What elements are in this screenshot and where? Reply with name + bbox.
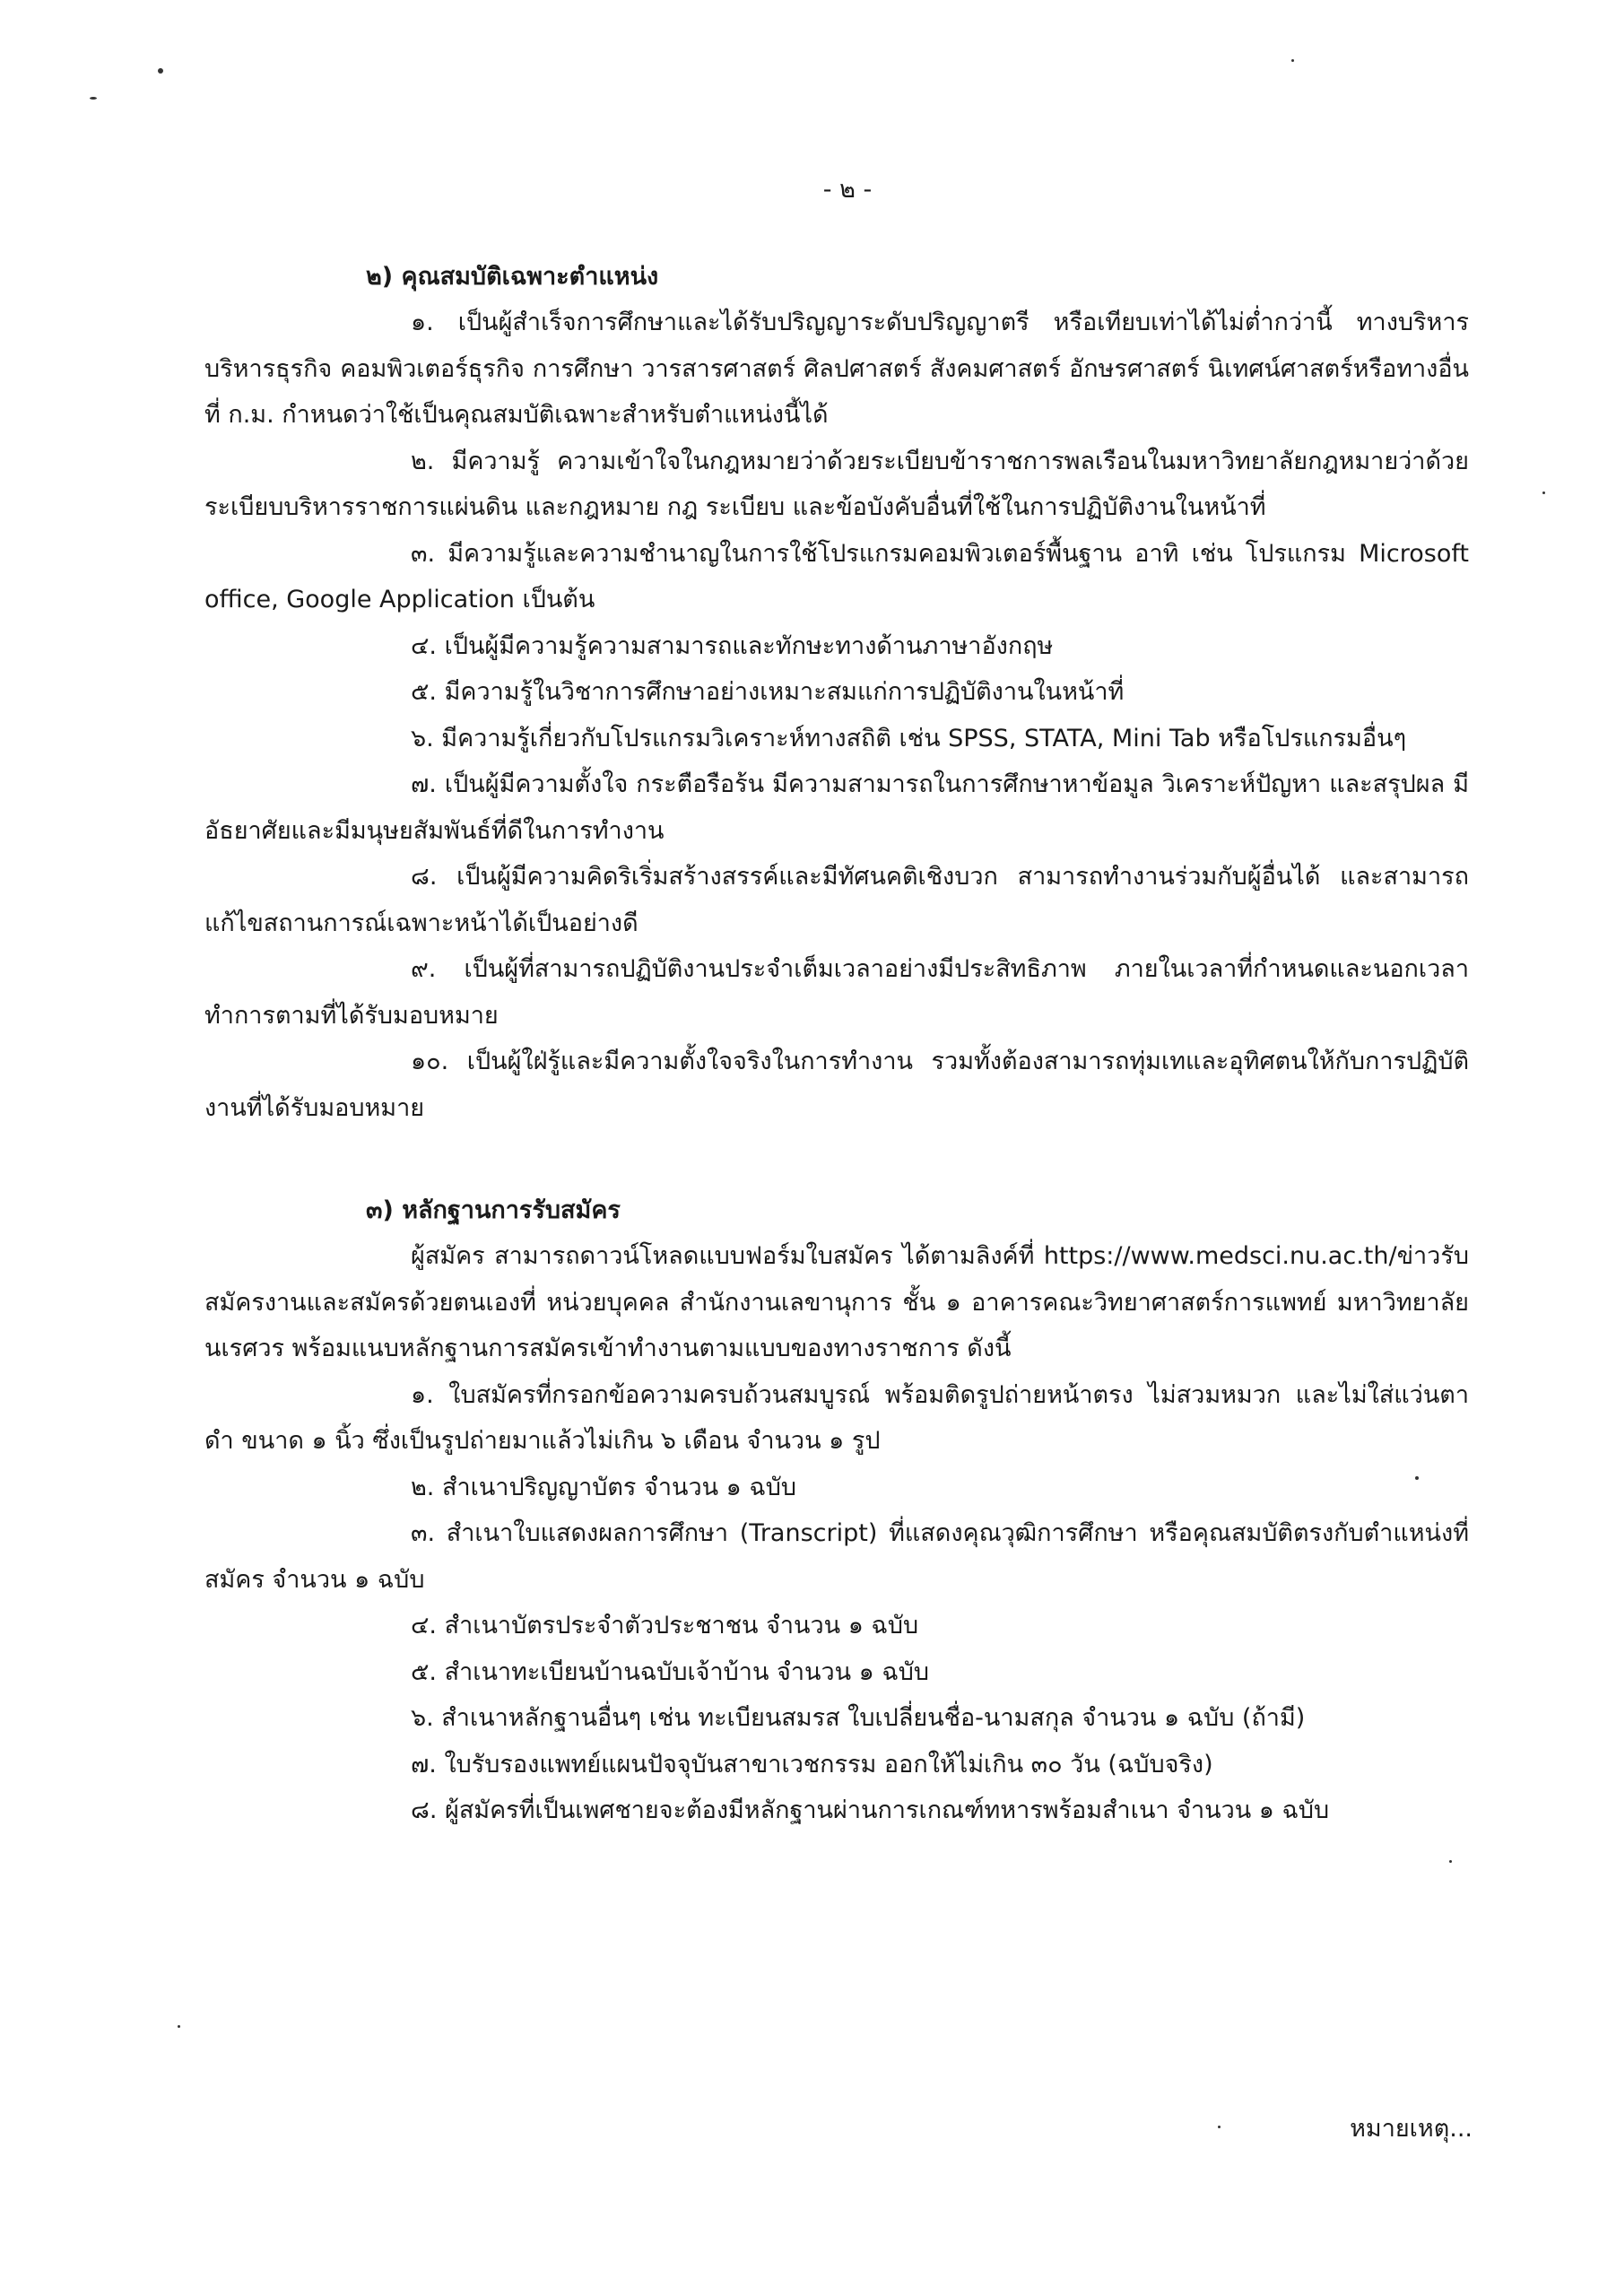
qualification-item-2: ๒. มีความรู้ ความเข้าใจในกฎหมายว่าด้วยระเบียบข้าราชการพลเรือนในมหาวิทยาลัยกฎหมายว่าด้วยระเบียบบริหารราชการแผ่นดิน และกฎหมาย กฎ ระเบียบ และข้อบังคับอื่นที่ใช้ในการปฏิบัติงานในหน้าที่ <box>204 447 1469 521</box>
page-number: - ๒ - <box>822 176 873 204</box>
section-heading-application-documents: ๓) หลักฐานการรับสมัคร <box>366 1196 621 1224</box>
document-body <box>204 255 1469 1834</box>
scan-speck <box>90 97 97 100</box>
application-intro: ผู้สมัคร สามารถดาวน์โหลดแบบฟอร์มใบสมัคร ได้ตามลิงค์ที่ https://www.medsci.nu.ac.th/ข่าวรับสมัครงานและสมัครด้วยตนเองที่ หน่วยบุคคล สำนักงานเลขานุการ ชั้น ๑ อาคารคณะวิทยาศาสตร์การแพทย์ มหาวิทยาลัยนเรศวร พร้อมแนบหลักฐานการสมัครเข้าทำงานตามแบบของทางราชการ ดังนี้ <box>204 1242 1469 1362</box>
scan-speck <box>158 68 163 74</box>
qualification-item-3: ๓. มีความรู้และความชำนาญในการใช้โปรแกรมคอมพิวเตอร์พื้นฐาน อาทิ เช่น โปรแกรม Microsoft office, Google Application เป็นต้น <box>204 539 1469 613</box>
qualification-item-8: ๘. เป็นผู้มีความคิดริเริ่มสร้างสรรค์และมีทัศนคติเชิงบวก สามารถทำงานร่วมกับผู้อื่นได้ และสามารถแก้ไขสถานการณ์เฉพาะหน้าได้เป็นอย่างดี <box>204 863 1469 937</box>
qualification-item-10: ๑๐. เป็นผู้ใฝ่รู้และมีความตั้งใจจริงในการทำงาน รวมทั้งต้องสามารถทุ่มเทและอุทิศตนให้กับการปฏิบัติงานที่ได้รับมอบหมาย <box>204 1048 1469 1122</box>
section-spacer <box>204 1131 1469 1188</box>
continuation-note: หมายเหตุ... <box>1350 2115 1473 2143</box>
section-heading-qualifications: ๒) คุณสมบัติเฉพาะตำแหน่ง <box>366 263 659 291</box>
document-item-5: ๕. สำเนาทะเบียนบ้านฉบับเจ้าบ้าน จำนวน ๑ ฉบับ <box>411 1657 930 1686</box>
qualification-item-9: ๙. เป็นผู้ที่สามารถปฏิบัติงานประจำเต็มเวลาอย่างมีประสิทธิภาพ ภายในเวลาที่กำหนดและนอกเวลาทำการตามที่ได้รับมอบหมาย <box>204 955 1469 1030</box>
document-item-8: ๘. ผู้สมัครที่เป็นเพศชายจะต้องมีหลักฐานผ่านการเกณฑ์ทหารพร้อมสำเนา จำนวน ๑ ฉบับ <box>411 1796 1330 1824</box>
qualification-item-4: ๔. เป็นผู้มีความรู้ความสามารถและทักษะทางด้านภาษาอังกฤษ <box>411 631 1054 660</box>
qualification-item-6: ๖. มีความรู้เกี่ยวกับโปรแกรมวิเคราะห์ทางสถิติ เช่น SPSS, STATA, Mini Tab หรือโปรแกรมอื่นๆ <box>411 724 1407 752</box>
document-item-3: ๓. สำเนาใบแสดงผลการศึกษา (Transcript) ที่แสดงคุณวุฒิการศึกษา หรือคุณสมบัติตรงกับตำแหน่งที่สมัคร จำนวน ๑ ฉบับ <box>204 1519 1469 1594</box>
qualification-item-7: ๗. เป็นผู้มีความตั้งใจ กระตือรือร้น มีความสามารถในการศึกษาหาข้อมูล วิเคราะห์ปัญหา และสรุปผล มีอัธยาศัยและมีมนุษยสัมพันธ์ที่ดีในการทำงาน <box>204 770 1469 845</box>
scan-speck <box>1218 2126 1221 2128</box>
qualification-item-1: ๑. เป็นผู้สำเร็จการศึกษาและได้รับปริญญาระดับปริญญาตรี หรือเทียบเท่าได้ไม่ต่ำกว่านี้ ทางบริหาร บริหารธุรกิจ คอมพิวเตอร์ธุรกิจ การศึกษา วารสารศาสตร์ ศิลปศาสตร์ สังคมศาสตร์ อักษรศาสตร์ นิเทศน์ศาสตร์หรือทางอื่น ที่ ก.ม. กำหนดว่าใช้เป็นคุณสมบัติเฉพาะสำหรับตำแหน่งนี้ได้ <box>204 309 1469 429</box>
document-item-4: ๔. สำเนาบัตรประจำตัวประชาชน จำนวน ๑ ฉบับ <box>411 1612 919 1639</box>
scan-speck <box>1449 1860 1452 1863</box>
document-item-6: ๖. สำเนาหลักฐานอื่นๆ เช่น ทะเบียนสมรส ใบเปลี่ยนชื่อ-นามสกุล จำนวน ๑ ฉบับ (ถ้ามี) <box>411 1704 1306 1732</box>
document-item-2: ๒. สำเนาปริญญาบัตร จำนวน ๑ ฉบับ <box>411 1473 797 1501</box>
document-item-1: ๑. ใบสมัครที่กรอกข้อความครบถ้วนสมบูรณ์ พร้อมติดรูปถ่ายหน้าตรง ไม่สวมหมวก และไม่ใส่แว่นตาดำ ขนาด ๑ นิ้ว ซึ่งเป็นรูปถ่ายมาแล้วไม่เกิน ๖ เดือน จำนวน ๑ รูป <box>204 1380 1469 1455</box>
scan-speck <box>1542 491 1545 494</box>
qualification-item-5: ๕. มีความรู้ในวิชาการศึกษาอย่างเหมาะสมแก่การปฏิบัติงานในหน้าที่ <box>411 678 1125 706</box>
scan-speck <box>178 2025 180 2028</box>
document-item-7: ๗. ใบรับรองแพทย์แผนปัจจุบันสาขาเวชกรรม ออกให้ไม่เกิน ๓๐ วัน (ฉบับจริง) <box>411 1750 1213 1779</box>
scan-speck <box>1291 59 1294 62</box>
